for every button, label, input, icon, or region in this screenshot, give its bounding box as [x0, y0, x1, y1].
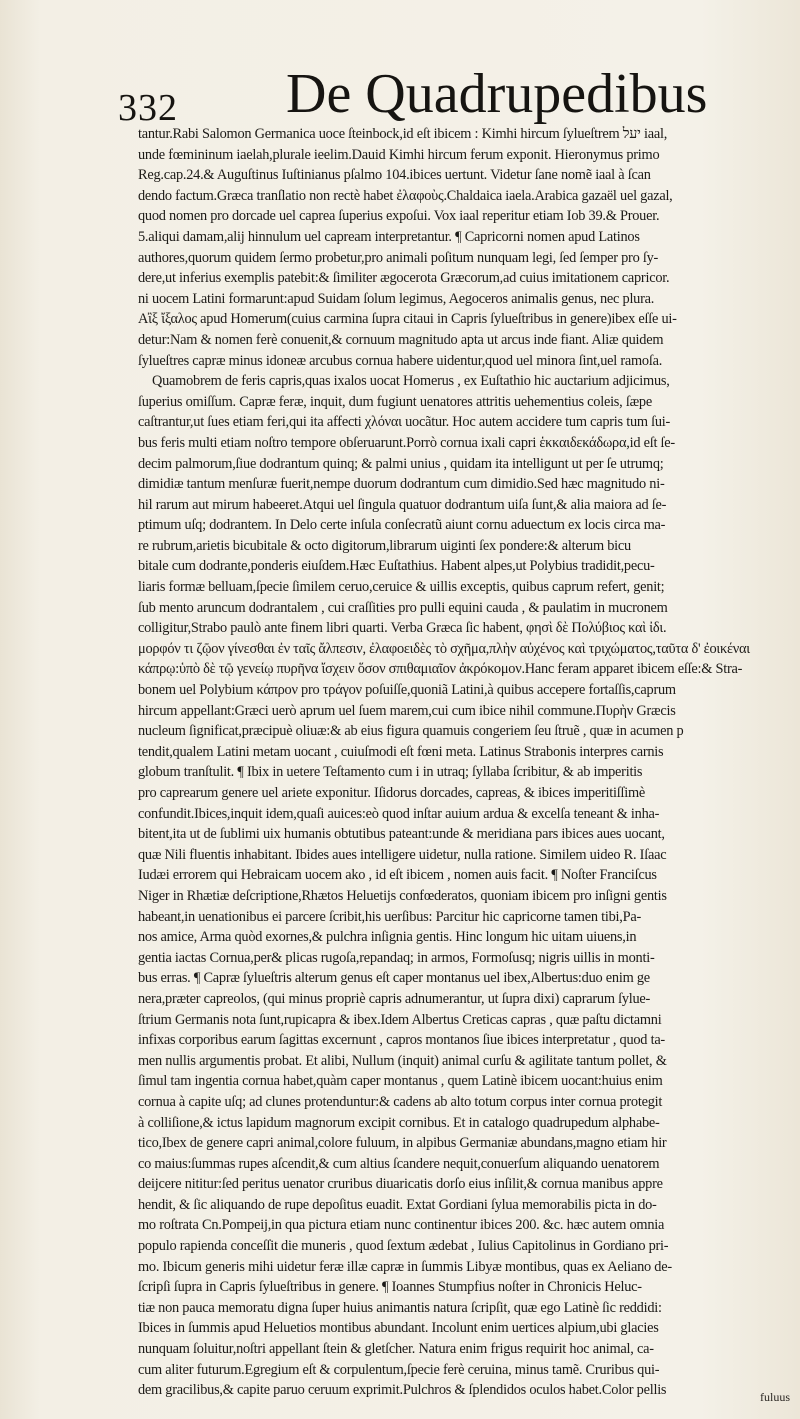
text-line: quod nomen pro dorcade uel caprea ſuperius expoſui. Vox iaal reperitur etiam Iob 39.& Prouer.: [138, 208, 660, 225]
text-line: caſtrantur,ut ſues etiam feri,qui ita affecti χλόναι uocãtur. Hoc autem accidere tum capris tum ſui-: [138, 414, 671, 431]
text-line: populo rapienda conceſſit die muneris , quod ſextum ædebat , Iulius Capitolinus in Gordiano pri-: [138, 1238, 669, 1255]
text-line: hircum appellant:Græci uerò aprum uel ſuem marem,cui cum ibice nihil commune.Πυρὴν Græcis: [138, 702, 676, 719]
running-title: De Quadrupedibus: [286, 63, 708, 125]
text-line: Quamobrem de feris capris,quas ixalos uocat Homerus , ex Euſtathio hic auctarium adjicimus,: [152, 373, 670, 390]
text-line: mo roſtrata Cn.Pompeij,in qua pictura etiam nunc continentur ibices 200. &c. hæc autem omnia: [138, 1217, 665, 1234]
text-line: ni uocem Latini formarunt:apud Suidam ſolum legimus, Aegoceros animalis genus, nec plura.: [138, 290, 655, 307]
text-line: 5.aliqui damam,alij hinnulum uel capream interpretantur. ¶ Capricorni nomen apud Latinos: [138, 228, 640, 245]
text-line: re rubrum,arietis bicubitale & octo digitorum,librarum uiginti ſex pondere:& alterum bicu: [138, 537, 631, 554]
text-line: gentia iactas Cornua,per& plicas rugoſa,repandaq; in armos, Formoſusq; nigris uillis in monti-: [138, 949, 655, 966]
text-line: ſub mento aruncum dodrantalem , cui craſſities pro pulli equini cauda , & paulatim in mucronem: [138, 599, 668, 616]
text-line: tico,Ibex de genere capri animal,colore fuluum, in alpibus Germaniæ abundans,magno etiam hir: [138, 1135, 667, 1152]
text-line: confundit.Ibices,inquit idem,quaſi auices:eò quod inſtar auium ardua & excelſa teneant & inha-: [138, 805, 660, 822]
text-line: à colliſione,& ictus lapidum magnorum excipit cornibus. Et in catalogo quadrupedum alphabe-: [138, 1114, 660, 1131]
text-line: cornua à capite uſq; ad clunes protenduntur:& cadens ab alto totum corpus inter cornua protegit: [138, 1093, 663, 1110]
page-number: 332: [118, 87, 178, 129]
text-line: bonem uel Polybium κάπρον pro τράγον poſuiſſe,quoniã Latini,à quibus accepere fortaſſis,caprum: [138, 682, 676, 699]
text-line: decim palmorum,ſiue dodrantum quinq; & palmi unius , quidam ita intelligunt ut per ſe utrumq;: [138, 455, 664, 472]
margin-catchword: fuluus: [760, 1390, 790, 1404]
text-line: nos amice, Arma quòd exornes,& pulchra inſignia gentis. Hinc longum hic uitam uiuens,in: [138, 929, 637, 946]
text-line: dere,ut inferius exemplis patebit:& ſimiliter ægocerota Græcorum,ad cuius imitationem capricor.: [138, 270, 670, 287]
text-line: nunquam ſoluitur,noſtri appellant ſtein & gletſcher. Natura enim frigus requirit hoc animal, ca-: [138, 1341, 654, 1358]
text-line: pro caprearum genere uel ariete exponitur. Iſidorus dorcades, capreas, & ibices imperitiſſimè: [138, 785, 646, 801]
text-line: nucleum ſignificat,præcipuè oliuæ:& ab eius figura quamuis congeriem ſeu ſtruẽ , quæ in acumen p: [138, 723, 684, 740]
text-line: dimidiæ tantum menſuræ fuerit,nempe duorum dodrantum cum dimidio.Sed hæc magnitudo ni-: [138, 476, 665, 493]
text-line: nera,præter capreolos, (qui minus propriè capris adnumerantur, ut ſupra dixi) caprarum ſylue-: [138, 990, 651, 1007]
page-header: [118, 62, 778, 129]
text-line: deijcere nititur:ſed peritus uenator cruribus diuaricatis dorſo eius inſilit,& cornua manibus appre: [138, 1176, 663, 1193]
text-line: mo. Ibicum generis mihi uidetur feræ illæ capræ in ſummis Libyæ montibus, quas ex Aeliano de-: [138, 1258, 672, 1275]
text-line: co maius:ſummas rupes aſcendit,& cum altius ſcandere nequit,conuerſum aliquando uenatorem: [138, 1155, 660, 1172]
text-line: unde fœmininum iaelah,plurale ieelim.Dauid Kimhi hircum ferum exponit. Hieronymus primo: [138, 146, 660, 163]
text-line: detur:Nam & nomen ferè conuenit,& cornuum magnitudo apta ut arcus inde fiant. Aliæ quidem: [138, 331, 664, 348]
text-line: dendo factum.Græca tranſlatio non rectè habet ἐλαφοὺς.Chaldaica iaela.Arabica gazaël uel gazal,: [138, 187, 673, 204]
text-line: tendit,qualem Latini metam uocant , cuiuſmodi eſt fœni meta. Latinus Strabonis interpres carnis: [138, 743, 664, 760]
text-line: men nullis argumentis probat. Et alibi, Nullum (inquit) animal curſu & agilitate tantum pollet, &: [138, 1052, 667, 1069]
text-line: dem gracilibus,& capite paruo ceruum exprimit.Pulchros & ſplendidos oculos habet.Color pellis: [138, 1382, 667, 1399]
text-line: ſylueſtres capræ minus idoneæ arcubus cornua habere uidentur,quod uel minora ſint,uel ramoſa.: [138, 352, 663, 369]
text-line: Iudæi errorem qui Hebraicam uocem ako , id eſt ibicem , nomen auis facit. ¶ Noſter Franciſcus: [138, 867, 657, 884]
text-line: cum aliter futurum.Egregium eſt & corpulentum,ſpecie ferè ceruina, minus tamẽ. Cruribus qui-: [138, 1361, 660, 1378]
text-line: tiæ non pauca memoratu digna ſuper huius animantis natura ſcripſit, quæ ego Latinè ſic reddidi:: [138, 1299, 662, 1316]
text-line: colligitur,Strabo paulò ante finem libri quarti. Verba Græca ſic habent, φησὶ δὲ Πολύβιος καὶ ἰδι.: [138, 620, 667, 637]
text-line: Reg.cap.24.& Auguſtinus Iuſtinianus pſalmo 104.ibices uertunt. Videtur ſane nomẽ iaal à ſcan: [138, 167, 651, 184]
text-line: liaris formæ belluam,ſpecie ſimilem ceruo,ceruice & uillis exceptis, quibus caprum refert, genit;: [138, 579, 665, 596]
text-line: tantur.Rabi Salomon Germanica uoce ſteinbock,id eſt ibicem : Kimhi hircum ſylueſtrem יעל iaal,: [138, 126, 668, 142]
text-line: bus erras. ¶ Capræ ſylueſtris alterum genus eſt caper montanus uel ibex,Albertus:duo enim ge: [138, 970, 650, 987]
text-line: ptimum uſq; dodrantem. In Delo certe inſula conſecratũ aiunt cornu aduectum ex locis circa ma-: [138, 517, 666, 534]
body-text: [138, 124, 786, 1401]
text-line: bitent,ita ut de ſublimi uix humanis obtutibus pateant:unde & meridiana pars ibices aues uocant,: [138, 826, 665, 843]
text-line: ſuperius omiſſum. Capræ feræ, inquit, dum fugiunt uenatores attritis uehementius coleis, ſæpe: [138, 393, 652, 410]
text-line: ſimul tam ingentia cornua habet,quàm caper montanus , quem Latinè ibicem uocant:huius enim: [138, 1073, 663, 1090]
text-line: bus feris multi etiam noſtro tempore obſeruarunt.Porrò cornua ixali capri ἑκκαιδεκάδωρα,id eſt ſe-: [138, 434, 675, 451]
text-line: μορφόν τι ζῷον γίνεσθαι ἐν ταῖς ἄλπεσιν, ἐλαφοειδὲς τὸ σχῆμα,πλὴν αὐχένος καὶ τριχώματος,ταῦτα δ' ἐοικέναι: [138, 640, 750, 657]
text-line: habeant,in uenationibus ei parcere ſcribit,his uerſibus: Parcitur hic capricorne tamen tibi,Pa-: [138, 908, 641, 925]
text-line: ſtrium Germanis nota ſunt,rupicapra & ibex.Idem Albertus Creticas capras , quæ paſtu dictamni: [138, 1011, 662, 1028]
text-line: infixas corporibus earum ſagittas excernunt , capros montanos ſiue ibices interpretatur , quod ta-: [138, 1032, 665, 1049]
text-line: Niger in Rhætiæ deſcriptione,Rhætos Heluetijs confœderatos, quoniam ibicem pro inſigni gentis: [138, 887, 667, 904]
text-line: quæ Nili fluentis inhabitant. Ibides aues intelligere uidetur, nulla ratione. Similem uideo R. Iſaac: [138, 846, 667, 863]
text-line: authores,quorum quidem ſermo probetur,pro animali poſitum nunquam legi, ſed ſemper pro ſy-: [138, 249, 659, 266]
text-line: Ibices in ſummis apud Heluetios montibus abundant. Incolunt enim uertices alpium,ubi glacies: [138, 1320, 659, 1337]
text-line: hendit, & ſic aliquando de rupe depoſitus euadit. Extat Gordiani ſylua memorabilis picta in do-: [138, 1196, 657, 1213]
text-line: globum tranſtulit. ¶ Ibix in uetere Teſtamento cum i in utraq; ſyllaba ſcribitur, & ab imperitis: [138, 764, 643, 781]
text-line: bitale cum dodrante,ponderis eiuſdem.Hæc Euſtathius. Habent alpes,ut Polybius tradidit,pecu-: [138, 558, 655, 575]
text-line: hil rarum aut mirum habeeret.Atqui uel ſingula quatuor dodrantum uiſa ſunt,& alia maiora ad ſe-: [138, 496, 667, 513]
text-line: κάπρῳ:ὑπὸ δὲ τῷ γενείῳ πυρῆνα ἴσχειν ὅσον σπιθαμιαῖον ἀκρόκομον.Hanc feram apparet ibicem eſſe:& Stra-: [138, 661, 743, 678]
text-line: Αἲξ ἴξαλος apud Homerum(cuius carmina ſupra citaui in Capris ſylueſtribus in genere)ibex eſſe ui-: [138, 311, 677, 328]
text-line: ſcripſi ſupra in Capris ſylueſtribus in genere. ¶ Ioannes Stumpfius noſter in Chronicis Heluc-: [138, 1279, 642, 1296]
